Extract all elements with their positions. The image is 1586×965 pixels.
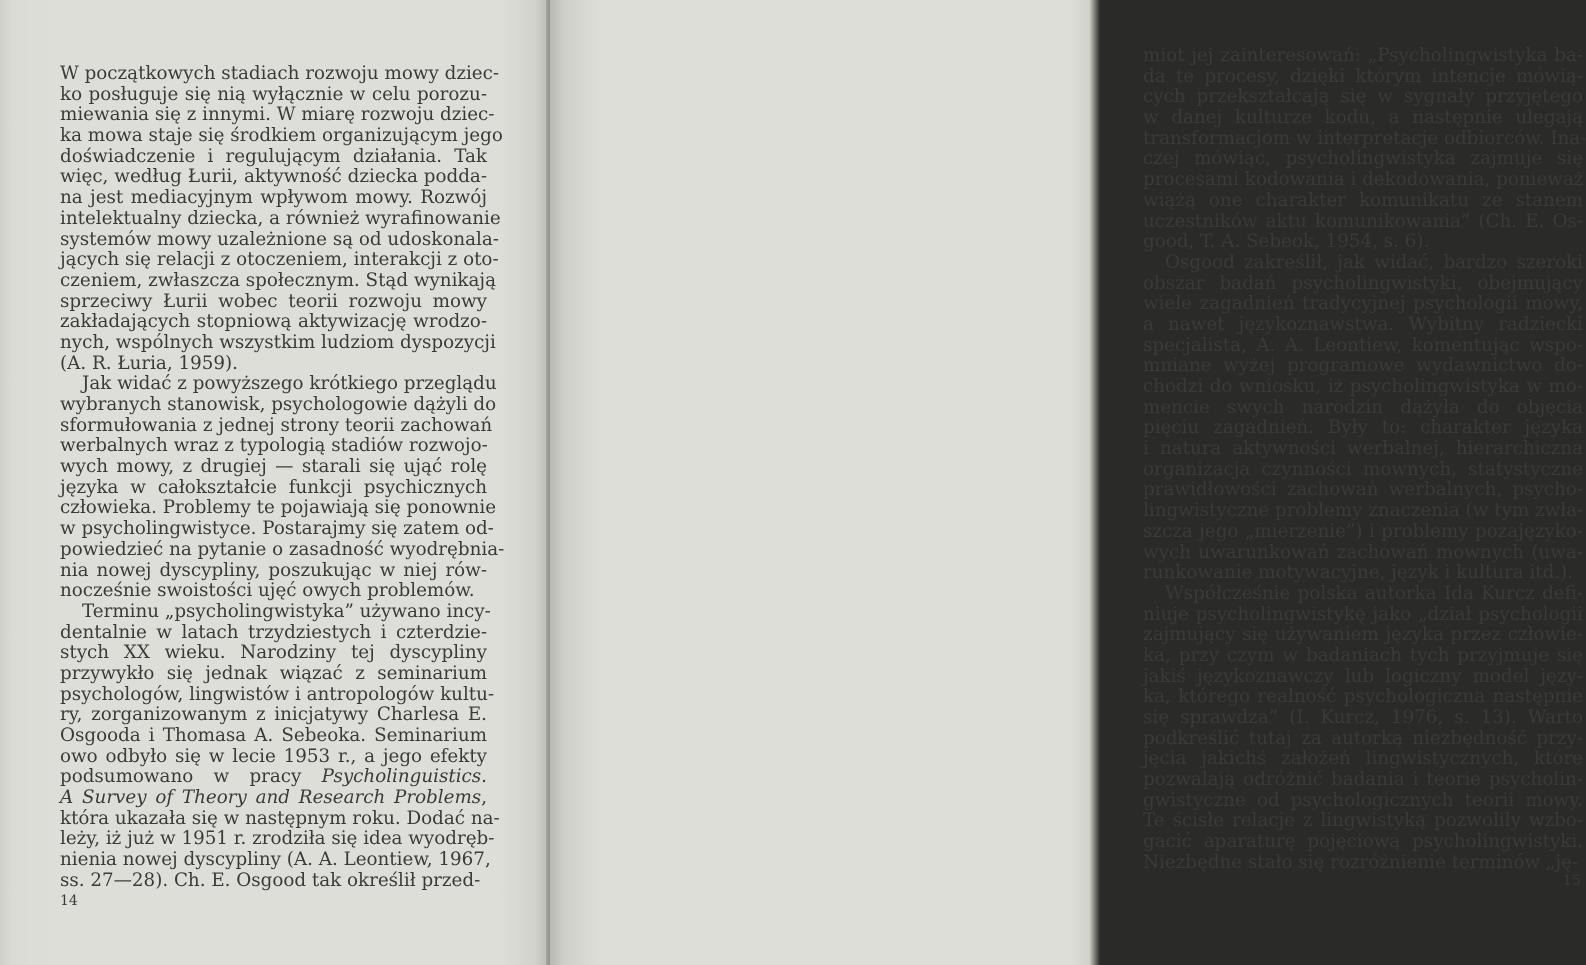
text-line: procesami kodowania i dekodowania, ponieważ (1143, 169, 1584, 191)
text-line: szcza jego „mierzenie”) i problemy pozajęzyko- (1143, 520, 1583, 542)
text-line: więc, według Łurii, aktywność dziecka podda- (60, 166, 487, 188)
text-line: czeniem, zwłaszcza społecznym. Stąd wynikają (60, 269, 496, 291)
text-line: systemów mowy uzależnione są od udoskonala- (60, 228, 499, 250)
text-line: nych, wspólnych wszystkim ludziom dyspozycji (60, 331, 496, 353)
text-line: miot jej zainteresowań: „Psycholingwistyka ba- (1143, 45, 1583, 66)
text-line: ka, przy czym w badaniach tych przyjmuje się (1143, 644, 1583, 666)
text-line: cych przekształcają się w sygnały przyjętego (1143, 86, 1583, 108)
right-page-text (1143, 45, 1586, 874)
text-line: a nawet językoznawstwa. Wybitny radziecki (1143, 313, 1583, 335)
text-line: jących się relacji z otoczeniem, interakcji z oto- (60, 249, 499, 271)
left-page (0, 0, 550, 965)
text-line: ss. 27—28). Ch. E. Osgood tak określił przed- (60, 869, 481, 891)
text-line: sprzeciwy Łurii wobec teorii rozwoju mowy (60, 290, 487, 312)
text-line: podsumowano w pracy Psycholinguistics. (60, 766, 487, 788)
text-line: która ukazała się w następnym roku. Dodać na- (60, 807, 500, 829)
text-line: runkowanie motywacyjne, język i kultura itd.). (1143, 562, 1574, 584)
text-line: stych XX wieku. Narodziny tej dyscypliny (60, 642, 487, 664)
text-line: mniane wyżej programowe wydawnictwo do- (1143, 355, 1583, 377)
text-line: na jest mediacyjnym wpływom mowy. Rozwój (60, 187, 487, 209)
text-line: A Survey of Theory and Research Problems, (60, 787, 487, 809)
right-page (550, 0, 1586, 965)
text-line: Osgood zakreślił, jak widać, bardzo szeroki (1165, 251, 1583, 273)
text-line: i natura aktywności werbalnej, hierarchiczna (1143, 438, 1583, 460)
text-line: pozwalają odróżnić badania i teorie psycholin- (1143, 769, 1583, 791)
text-line: nocześnie swoistości ujęć owych problemów. (60, 580, 475, 602)
text-line: dentalnie w latach trzydziestych i czterdzie- (60, 621, 487, 643)
text-line: wiele zagadnień tradycyjnej psychologii mowy, (1143, 293, 1583, 315)
text-line: języka w całokształcie funkcji psychicznych (60, 476, 487, 498)
text-line: czej mówiąc, psycholingwistyka zajmuje się (1143, 148, 1583, 170)
text-line: nienia nowej dyscypliny (A. A. Leontiew, 1967, (60, 849, 491, 871)
text-line: niuje psycholingwistykę jako „dział psychologii (1143, 603, 1583, 625)
page-edge-shadow (1090, 0, 1100, 965)
text-line: się sprawdza” (I. Kurcz, 1976, s. 13). Warto (1143, 707, 1583, 728)
page-number-left: 14 (60, 893, 78, 909)
text-line: zakładających stopniową aktywizację wrodzo- (60, 311, 487, 333)
text-line: chodzi do wniosku, iż psycholingwistyka w mo- (1143, 376, 1583, 397)
text-line: człowieka. Problemy te pojawiają się ponownie (60, 497, 497, 519)
text-line: zajmujący się używaniem języka przez człowie- (1143, 624, 1583, 646)
text-line: organizacja czynności mownych, statystyczne (1143, 458, 1583, 480)
text-line: Współcześnie polska autorka Ida Kurcz defi- (1165, 582, 1583, 604)
text-line: w danej kulturze kodu, a następnie ulegają (1143, 107, 1583, 129)
text-line: przywykło się jednak wiązać z seminarium (60, 662, 487, 684)
text-line: lingwistyczne problemy znaczenia (w tym zwła- (1143, 500, 1584, 522)
text-line: wiążą one charakter komunikatu ze stanem (1143, 189, 1583, 211)
text-line: pięciu zagadnień. Były to: charakter języka (1143, 417, 1583, 439)
text-line: owo odbyło się w lecie 1953 r., a jego efekty (60, 745, 487, 767)
left-page-text (60, 63, 505, 892)
text-line: obszar badań psycholingwistyki, obejmujący (1143, 272, 1583, 294)
text-line: Te ścisłe relacje z lingwistyką pozwoliły wzbo- (1143, 810, 1583, 832)
text-line: W początkowych stadiach rozwoju mowy dziec- (60, 63, 500, 84)
text-line: ko posługuje się nią wyłącznie w celu porozu- (60, 83, 487, 105)
page-number-right: 15 (1563, 873, 1581, 889)
text-line: ka mowa staje się środkiem organizującym jego (60, 125, 503, 147)
text-line: ka, którego realność psychologiczna następnie (1143, 686, 1583, 708)
text-line: ry, zorganizowanym z inicjatywy Charlesa E. (60, 704, 487, 726)
text-line: w psycholingwistyce. Postarajmy się zatem od- (60, 518, 494, 540)
text-line: transformacjom w interpretacje odbiorców. Ina- (1143, 127, 1586, 149)
text-line: uczestników aktu komunikowania” (Ch. E. Os- (1143, 210, 1583, 232)
text-line: jęcia jakichś założeń lingwistycznych, które (1143, 748, 1583, 770)
text-line: good, T. A. Sebeok, 1954, s. 6). (1143, 231, 1430, 253)
text-line: Osgooda i Thomasa A. Sebeoka. Seminarium (60, 725, 487, 746)
text-line: gwistyczne od psychologicznych teorii mowy. (1143, 789, 1583, 811)
text-line: wybranych stanowisk, psychologowie dążyli do (60, 394, 497, 415)
text-line: powiedzieć na pytanie o zasadność wyodrębnia- (60, 538, 505, 560)
text-line: sformułowania z jednej strony teorii zachowań (60, 414, 493, 436)
text-line: mencie swych narodzin dążyła do objęcia (1143, 396, 1583, 418)
text-line: werbalnych wraz z typologią stadiów rozwojo- (60, 435, 488, 457)
text-line: Niezbędne stało się rozróżnienie terminów „ję- (1143, 851, 1579, 873)
text-line: psychologów, lingwistów i antropologów kultu- (60, 683, 495, 705)
text-line: intelektualny dziecka, a również wyrafinowanie (60, 207, 501, 229)
text-line: wych uwarunkowań zachowań mownych (uwa- (1143, 541, 1583, 563)
text-line: wych mowy, z drugiej — starali się ująć rolę (60, 456, 487, 478)
text-line: gacić aparaturę pojęciową psycholingwistyki. (1143, 831, 1583, 853)
text-line: nia nowej dyscypliny, poszukując w niej rów- (60, 559, 487, 581)
text-line: miewania się z innymi. W miarę rozwoju dziec- (60, 104, 495, 126)
text-line: doświadczenie i regulującym działania. Tak (60, 145, 487, 167)
text-line: specjalista, A. A. Leontiew, komentując wspo- (1143, 334, 1583, 356)
text-line: jakiś językoznawczy lub logiczny model języ- (1143, 665, 1583, 687)
text-line: prawidłowości zachowań werbalnych, psycho- (1143, 479, 1583, 501)
text-line: leży, iż już w 1951 r. zrodziła się idea wyodręb- (60, 828, 495, 850)
text-line: Terminu „psycholingwistyka” używano incy- (82, 600, 491, 622)
text-line: (A. R. Łuria, 1959). (60, 352, 238, 374)
text-line: Jak widać z powyższego krótkiego przeglądu (82, 373, 497, 395)
text-line: podkreślić tutaj za autorką niezbędność przy- (1143, 727, 1583, 749)
text-line: da te procesy, dzięki którym intencje mówią- (1143, 65, 1583, 87)
